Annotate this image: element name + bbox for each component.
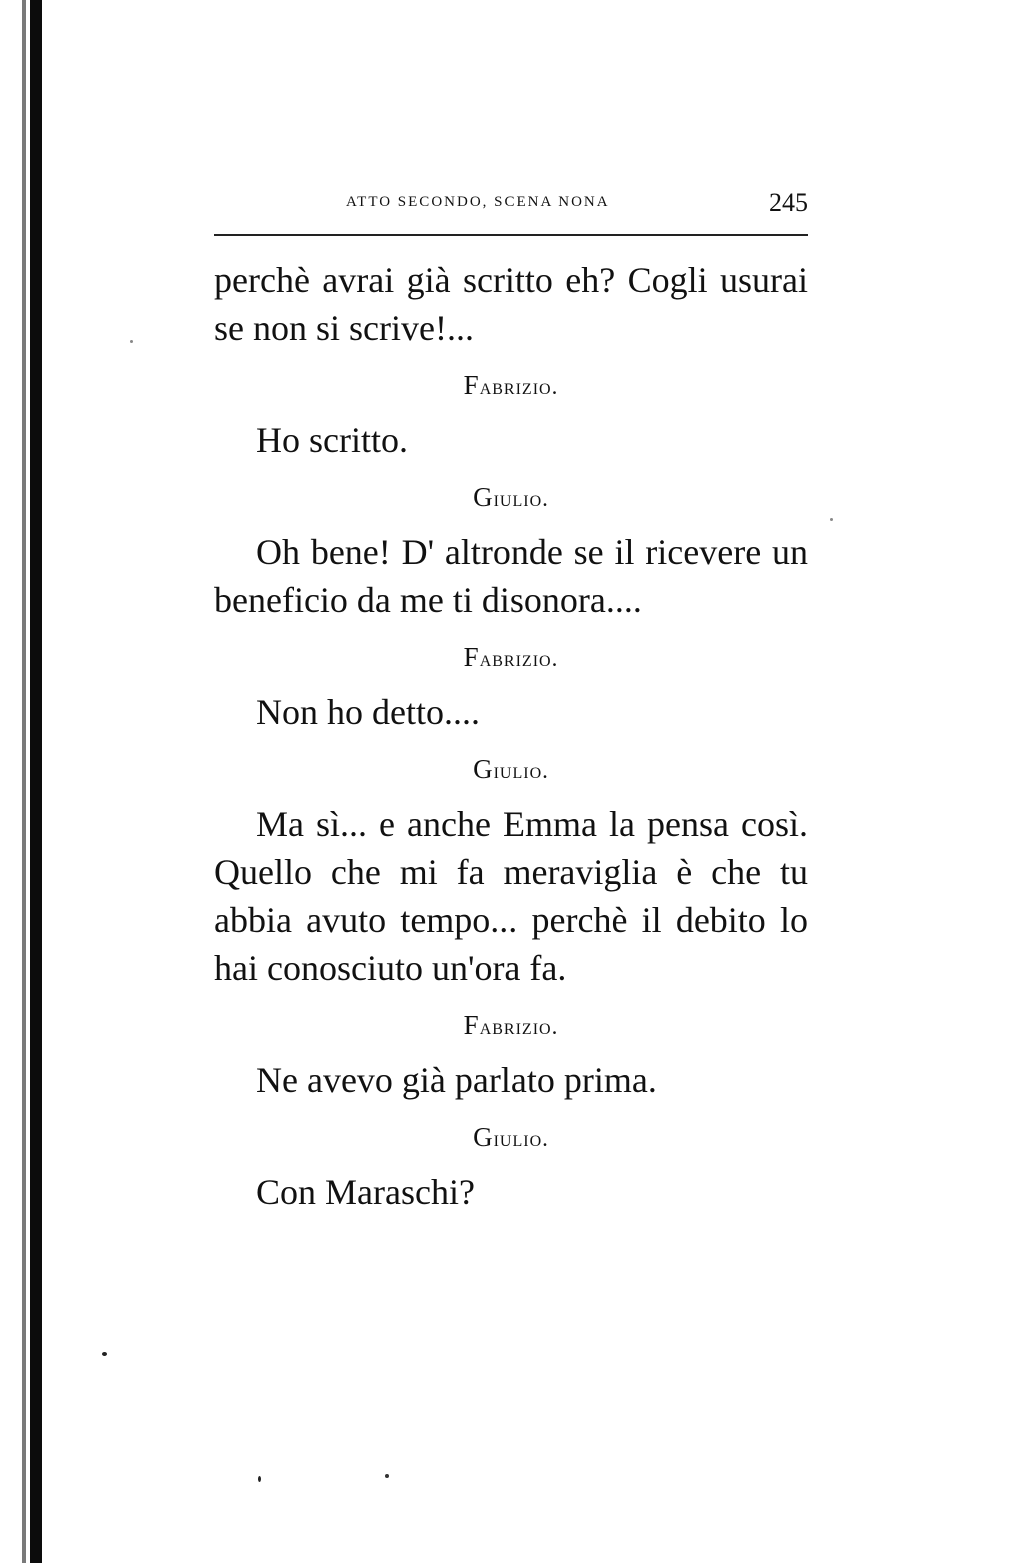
running-head [214, 186, 808, 222]
paper-speck [830, 518, 833, 521]
paragraph: Ne avevo già parlato prima. [256, 1060, 657, 1100]
speaker-name: Giulio. [473, 482, 549, 512]
speaker-name: Giulio. [473, 754, 549, 784]
page-body [214, 256, 808, 1216]
paragraph: Con Maraschi? [256, 1172, 475, 1212]
running-title: ATTO SECONDO, SCENA NONA [346, 194, 610, 210]
paragraph: Ma sì... e anche Emma la pensa così. Quello che mi fa meraviglia è che tu abbia avuto tempo... perchè il debito lo hai conosciuto un'ora fa. [214, 804, 808, 988]
paragraph: Non ho detto.... [256, 692, 480, 732]
speaker-name: Giulio. [473, 1122, 549, 1152]
paper-speck [102, 1352, 107, 1356]
paper-speck [258, 1476, 261, 1482]
header-rule [214, 234, 808, 236]
paragraph: Oh bene! D' altronde se il ricevere un beneficio da me ti disonora.... [214, 532, 808, 620]
paragraph: perchè avrai già scritto eh? Cogli usurai se non si scrive!... [214, 260, 808, 348]
speaker-name: Fabrizio. [463, 1010, 559, 1040]
paper-speck [385, 1474, 389, 1478]
binding-edge-margin [22, 0, 26, 1563]
speaker-name: Fabrizio. [463, 642, 559, 672]
speaker-name: Fabrizio. [463, 370, 559, 400]
paragraph: Ho scritto. [256, 420, 408, 460]
paper-speck [130, 340, 133, 343]
page-number: 245 [769, 188, 808, 217]
binding-edge-shadow [30, 0, 42, 1563]
